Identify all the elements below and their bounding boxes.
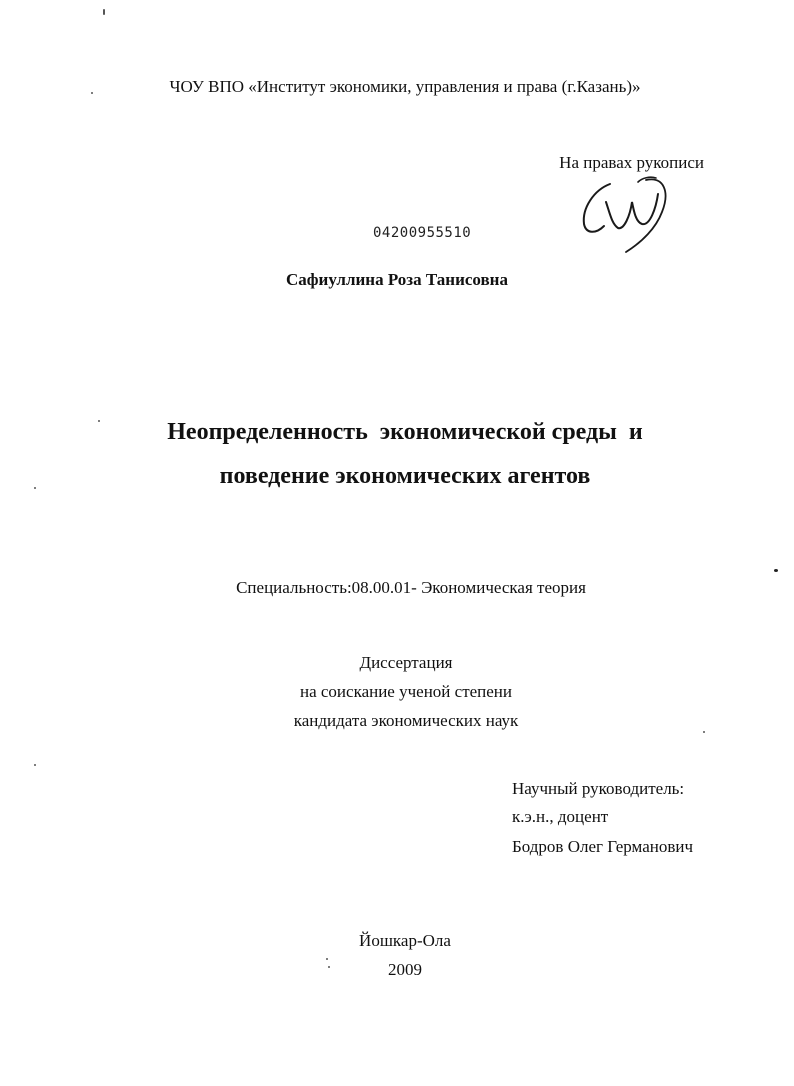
scan-speck xyxy=(34,764,36,766)
author-name: Сафиуллина Роза Танисовна xyxy=(286,270,508,289)
scan-speck xyxy=(774,569,778,572)
scan-speck xyxy=(34,487,36,489)
supervisor-label: Научный руководитель: xyxy=(512,779,685,798)
scan-speck xyxy=(328,966,330,968)
scan-speck xyxy=(98,420,100,422)
degree-name: кандидата экономических наук xyxy=(293,711,519,730)
registration-number: 04200955510 xyxy=(373,225,472,241)
city: Йошкар-Ола xyxy=(359,931,451,950)
handwritten-signature xyxy=(576,172,686,256)
supervisor-degree: к.э.н., доцент xyxy=(512,807,609,826)
specialty: Специальность:08.00.01- Экономическая теория xyxy=(236,578,586,597)
dissertation-label: Диссертация xyxy=(359,653,453,672)
institution-name: ЧОУ ВПО «Институт экономики, управления и права (г.Казань)» xyxy=(169,77,641,96)
degree-purpose: на соискание ученой степени xyxy=(299,682,513,701)
dissertation-title-line-2: поведение экономических агентов xyxy=(219,463,591,489)
dissertation-title-line-1: Неопределенность экономической среды и xyxy=(167,419,643,445)
scan-speck xyxy=(91,92,93,94)
rights-notice: На правах рукописи xyxy=(559,153,704,172)
scan-speck xyxy=(103,9,105,15)
scan-speck xyxy=(703,731,705,733)
supervisor-name: Бодров Олег Германович xyxy=(512,837,694,856)
year: 2009 xyxy=(388,960,422,979)
scan-speck xyxy=(326,958,328,960)
